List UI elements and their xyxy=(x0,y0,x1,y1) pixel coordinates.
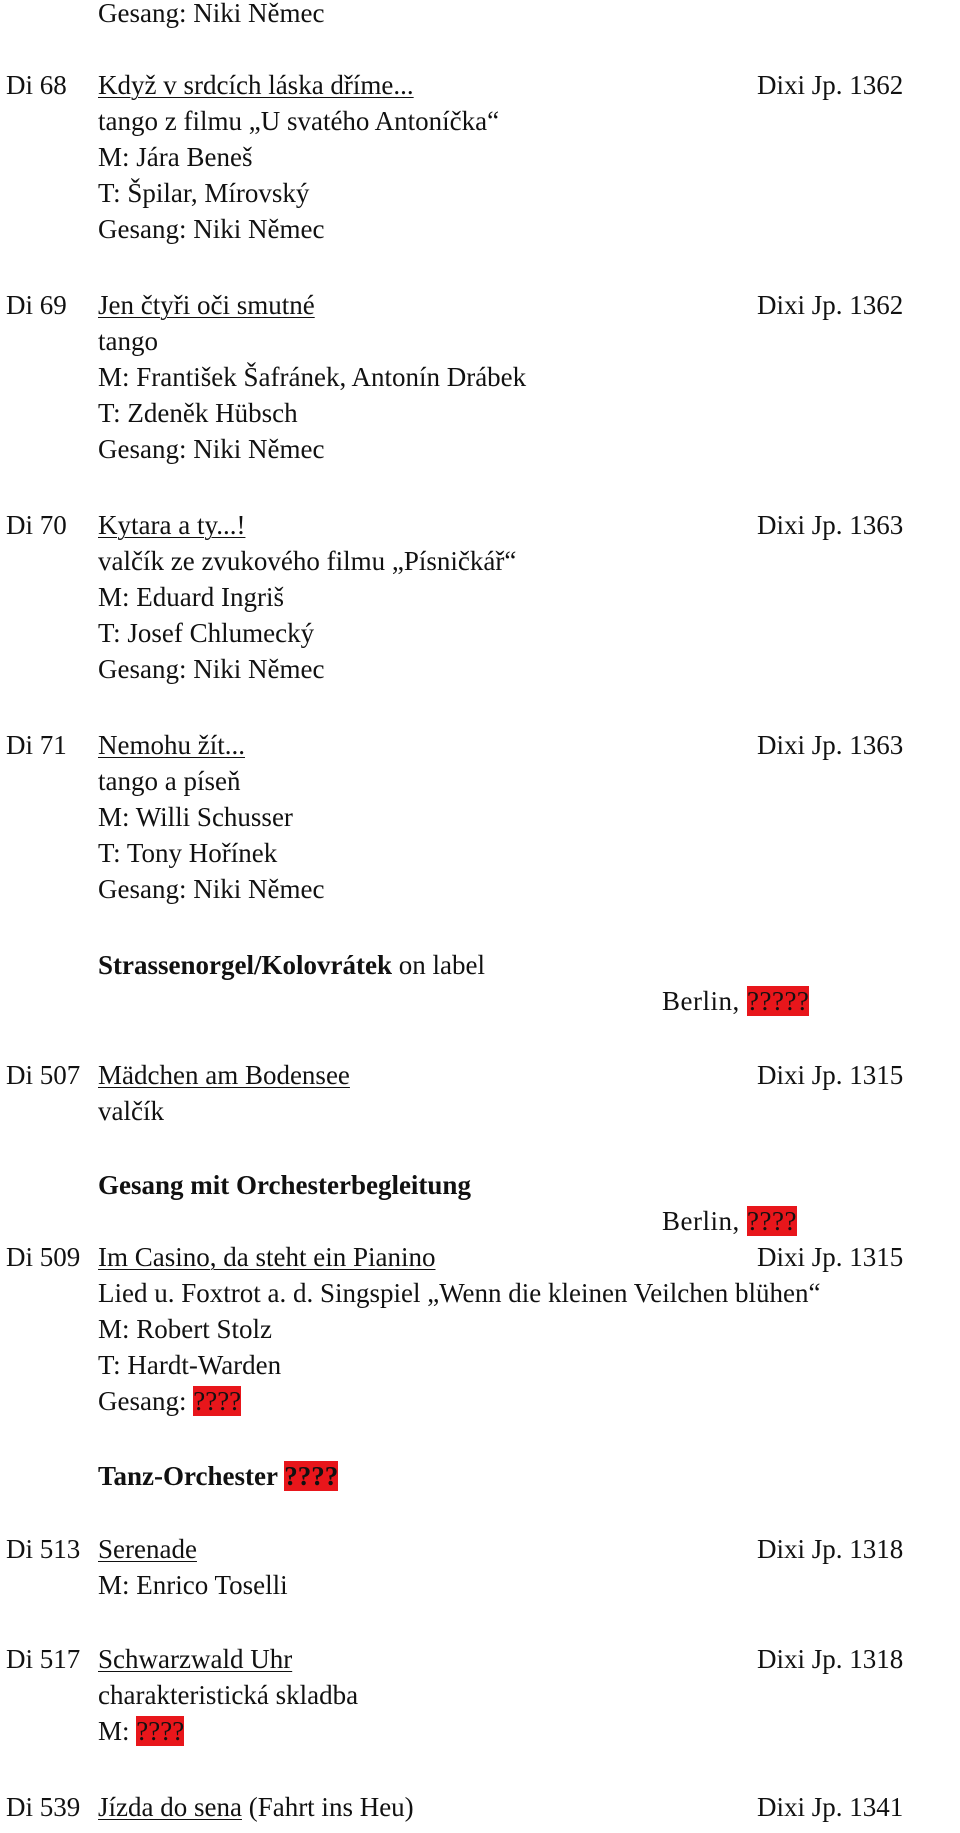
unknown-placeholder: ???? xyxy=(136,1716,185,1746)
entry-line: M: Robert Stolz xyxy=(98,1314,272,1344)
entry-catalog: Dixi Jp. 1315 xyxy=(757,1060,904,1090)
entry-number: Di 71 xyxy=(6,730,67,760)
entry-title-link[interactable]: Nemohu žít... xyxy=(98,730,245,760)
entry-number: Di 507 xyxy=(6,1060,81,1090)
section-location xyxy=(662,1205,797,1237)
entry-catalog: Dixi Jp. 1341 xyxy=(757,1792,904,1822)
entry-line: charakteristická skladba xyxy=(98,1680,359,1710)
entry-number: Di 69 xyxy=(6,290,67,320)
entry-line: T: Josef Chlumecký xyxy=(98,618,315,648)
entry-catalog: Dixi Jp. 1362 xyxy=(757,70,904,100)
location-text: Berlin, xyxy=(662,1206,747,1236)
entry-title-row xyxy=(98,1791,414,1823)
entry-catalog: Dixi Jp. 1363 xyxy=(757,510,904,540)
location-text: Berlin, xyxy=(662,986,747,1016)
intro-singer: Gesang: Niki Němec xyxy=(98,0,325,28)
entry-catalog: Dixi Jp. 1362 xyxy=(757,290,904,320)
entry-title-link[interactable]: Serenade xyxy=(98,1534,197,1564)
entry-line: T: Hardt-Warden xyxy=(98,1350,282,1380)
unknown-placeholder: ???? xyxy=(747,1206,797,1236)
entry-line: M: Enrico Toselli xyxy=(98,1570,288,1600)
entry-line: Gesang: Niki Němec xyxy=(98,434,325,464)
unknown-placeholder: ???? xyxy=(284,1461,339,1491)
entry-line: Gesang: Niki Němec xyxy=(98,874,325,904)
entry-title-link[interactable]: Jen čtyři oči smutné xyxy=(98,290,315,320)
entry-line: Lied u. Foxtrot a. d. Singspiel „Wenn die kleinen Veilchen blühen“ xyxy=(98,1278,821,1308)
entry-composer xyxy=(98,1715,184,1747)
entry-catalog: Dixi Jp. 1318 xyxy=(757,1534,904,1564)
entry-title-link[interactable]: Jízda do sena xyxy=(98,1792,242,1822)
entry-title-link[interactable]: Im Casino, da steht ein Pianino xyxy=(98,1242,436,1272)
entry-line: M: Willi Schusser xyxy=(98,802,293,832)
singer-label: Gesang: xyxy=(98,1386,194,1416)
entry-title-link[interactable]: Kytara a ty...! xyxy=(98,510,246,540)
entry-catalog: Dixi Jp. 1363 xyxy=(757,730,904,760)
section-heading xyxy=(98,949,485,981)
entry-number: Di 70 xyxy=(6,510,67,540)
entry-title-suffix: (Fahrt ins Heu) xyxy=(241,1792,414,1822)
entry-line: M: František Šafránek, Antonín Drábek xyxy=(98,362,527,392)
entry-line: M: Jára Beneš xyxy=(98,142,253,172)
entry-line: Gesang: Niki Němec xyxy=(98,214,325,244)
entry-line: T: Špilar, Mírovský xyxy=(98,178,310,208)
unknown-placeholder: ???? xyxy=(193,1386,242,1416)
entry-line: M: Eduard Ingriš xyxy=(98,582,284,612)
section-heading: Gesang mit Orchesterbegleitung xyxy=(98,1170,471,1200)
entry-line: Gesang: Niki Němec xyxy=(98,654,325,684)
entry-number: Di 513 xyxy=(6,1534,81,1564)
entry-catalog: Dixi Jp. 1315 xyxy=(757,1242,904,1272)
entry-singer xyxy=(98,1385,241,1417)
entry-title-link[interactable]: Schwarzwald Uhr xyxy=(98,1644,293,1674)
section-heading-suffix: on label xyxy=(391,950,485,980)
entry-line: tango z filmu „U svatého Antoníčka“ xyxy=(98,106,500,136)
entry-number: Di 539 xyxy=(6,1792,81,1822)
section-heading xyxy=(98,1460,338,1492)
entry-line: valčík ze zvukového filmu „Písničkář“ xyxy=(98,546,517,576)
section-location xyxy=(662,985,809,1017)
unknown-placeholder: ????? xyxy=(747,986,810,1016)
composer-label: M: xyxy=(98,1716,137,1746)
entry-number: Di 509 xyxy=(6,1242,81,1272)
entry-number: Di 517 xyxy=(6,1644,81,1674)
entry-line: tango a píseň xyxy=(98,766,241,796)
entry-title-link[interactable]: Když v srdcích láska dříme... xyxy=(98,70,414,100)
section-heading-bold: Strassenorgel/Kolovrátek xyxy=(98,950,392,980)
entry-line: T: Tony Hořínek xyxy=(98,838,278,868)
entry-number: Di 68 xyxy=(6,70,67,100)
entry-line: tango xyxy=(98,326,158,356)
entry-line: T: Zdeněk Hübsch xyxy=(98,398,298,428)
section-heading-bold: Tanz-Orchester xyxy=(98,1461,285,1491)
entry-catalog: Dixi Jp. 1318 xyxy=(757,1644,904,1674)
entry-line: valčík xyxy=(98,1096,164,1126)
entry-title-link[interactable]: Mädchen am Bodensee xyxy=(98,1060,350,1090)
